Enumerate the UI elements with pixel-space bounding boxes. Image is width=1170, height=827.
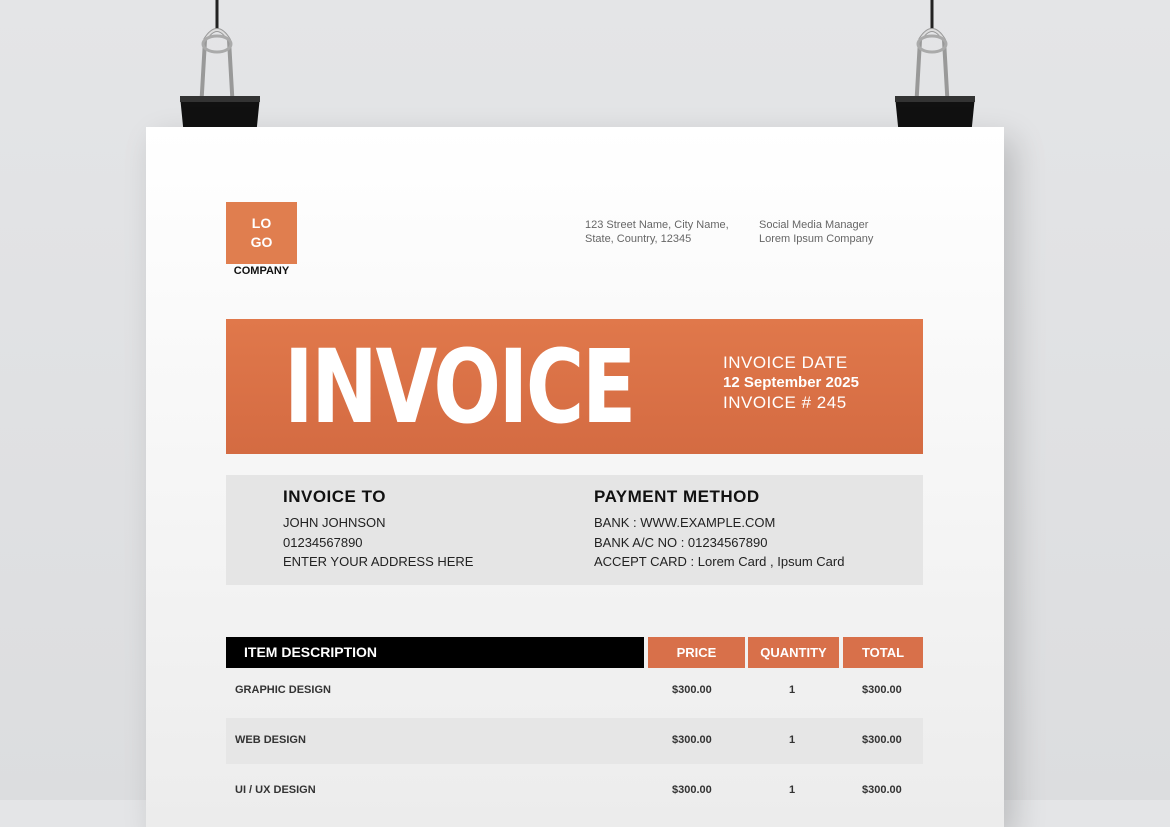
row-description: UI / UX DESIGN: [235, 784, 316, 796]
row-total: $300.00: [862, 684, 902, 696]
row-description: WEB DESIGN: [235, 734, 306, 746]
header-quantity: QUANTITY: [748, 637, 839, 668]
invoice-paper: [146, 127, 1004, 827]
logo-company: COMPANY: [233, 265, 290, 277]
client-name: JOHN JOHNSON: [283, 515, 386, 530]
table-row: [226, 718, 923, 764]
row-total: $300.00: [862, 734, 902, 746]
invoice-date-value: 12 September 2025: [723, 374, 859, 391]
header-item-description: ITEM DESCRIPTION: [226, 637, 644, 668]
payment-cards: ACCEPT CARD : Lorem Card , Ipsum Card: [594, 554, 845, 569]
address-line-1: 123 Street Name, City Name,: [585, 219, 729, 231]
row-price: $300.00: [672, 784, 712, 796]
address-line-2: State, Country, 12345: [585, 233, 692, 245]
contact-line-1: Social Media Manager: [759, 219, 869, 231]
logo: [226, 202, 297, 264]
row-quantity: 1: [789, 784, 796, 796]
table-row: [226, 768, 923, 814]
payment-method-heading: PAYMENT METHOD: [594, 487, 760, 506]
row-quantity: 1: [789, 684, 796, 696]
company-address: [585, 218, 729, 246]
client-phone: 01234567890: [283, 534, 363, 550]
row-price: $300.00: [672, 684, 712, 696]
logo-line-2: GO: [250, 234, 273, 250]
row-quantity: 1: [789, 734, 796, 746]
invoice-banner: [226, 319, 923, 454]
payment-bank: BANK : WWW.EXAMPLE.COM: [594, 515, 776, 530]
header-total: TOTAL: [843, 637, 923, 668]
invoice-title: INVOICE: [284, 328, 634, 447]
invoice-date-label: INVOICE DATE: [723, 353, 848, 372]
invoice-meta: [723, 353, 859, 413]
contact-line-2: Lorem Ipsum Company: [759, 233, 874, 245]
row-price: $300.00: [672, 734, 712, 746]
row-total: $300.00: [862, 784, 902, 796]
invoice-to-heading: INVOICE TO: [283, 487, 386, 506]
row-description: GRAPHIC DESIGN: [235, 684, 331, 696]
company-contact: [759, 218, 873, 246]
payment-method-block: [594, 487, 844, 572]
header-price: PRICE: [648, 637, 745, 668]
logo-line-1: LO: [251, 215, 272, 231]
payment-account: BANK A/C NO : 01234567890: [594, 534, 768, 550]
table-row: [226, 668, 923, 714]
client-address: ENTER YOUR ADDRESS HERE: [283, 554, 474, 569]
invoice-to-block: [283, 487, 473, 572]
billing-section: [226, 475, 923, 585]
invoice-number: INVOICE # 245: [723, 393, 847, 412]
